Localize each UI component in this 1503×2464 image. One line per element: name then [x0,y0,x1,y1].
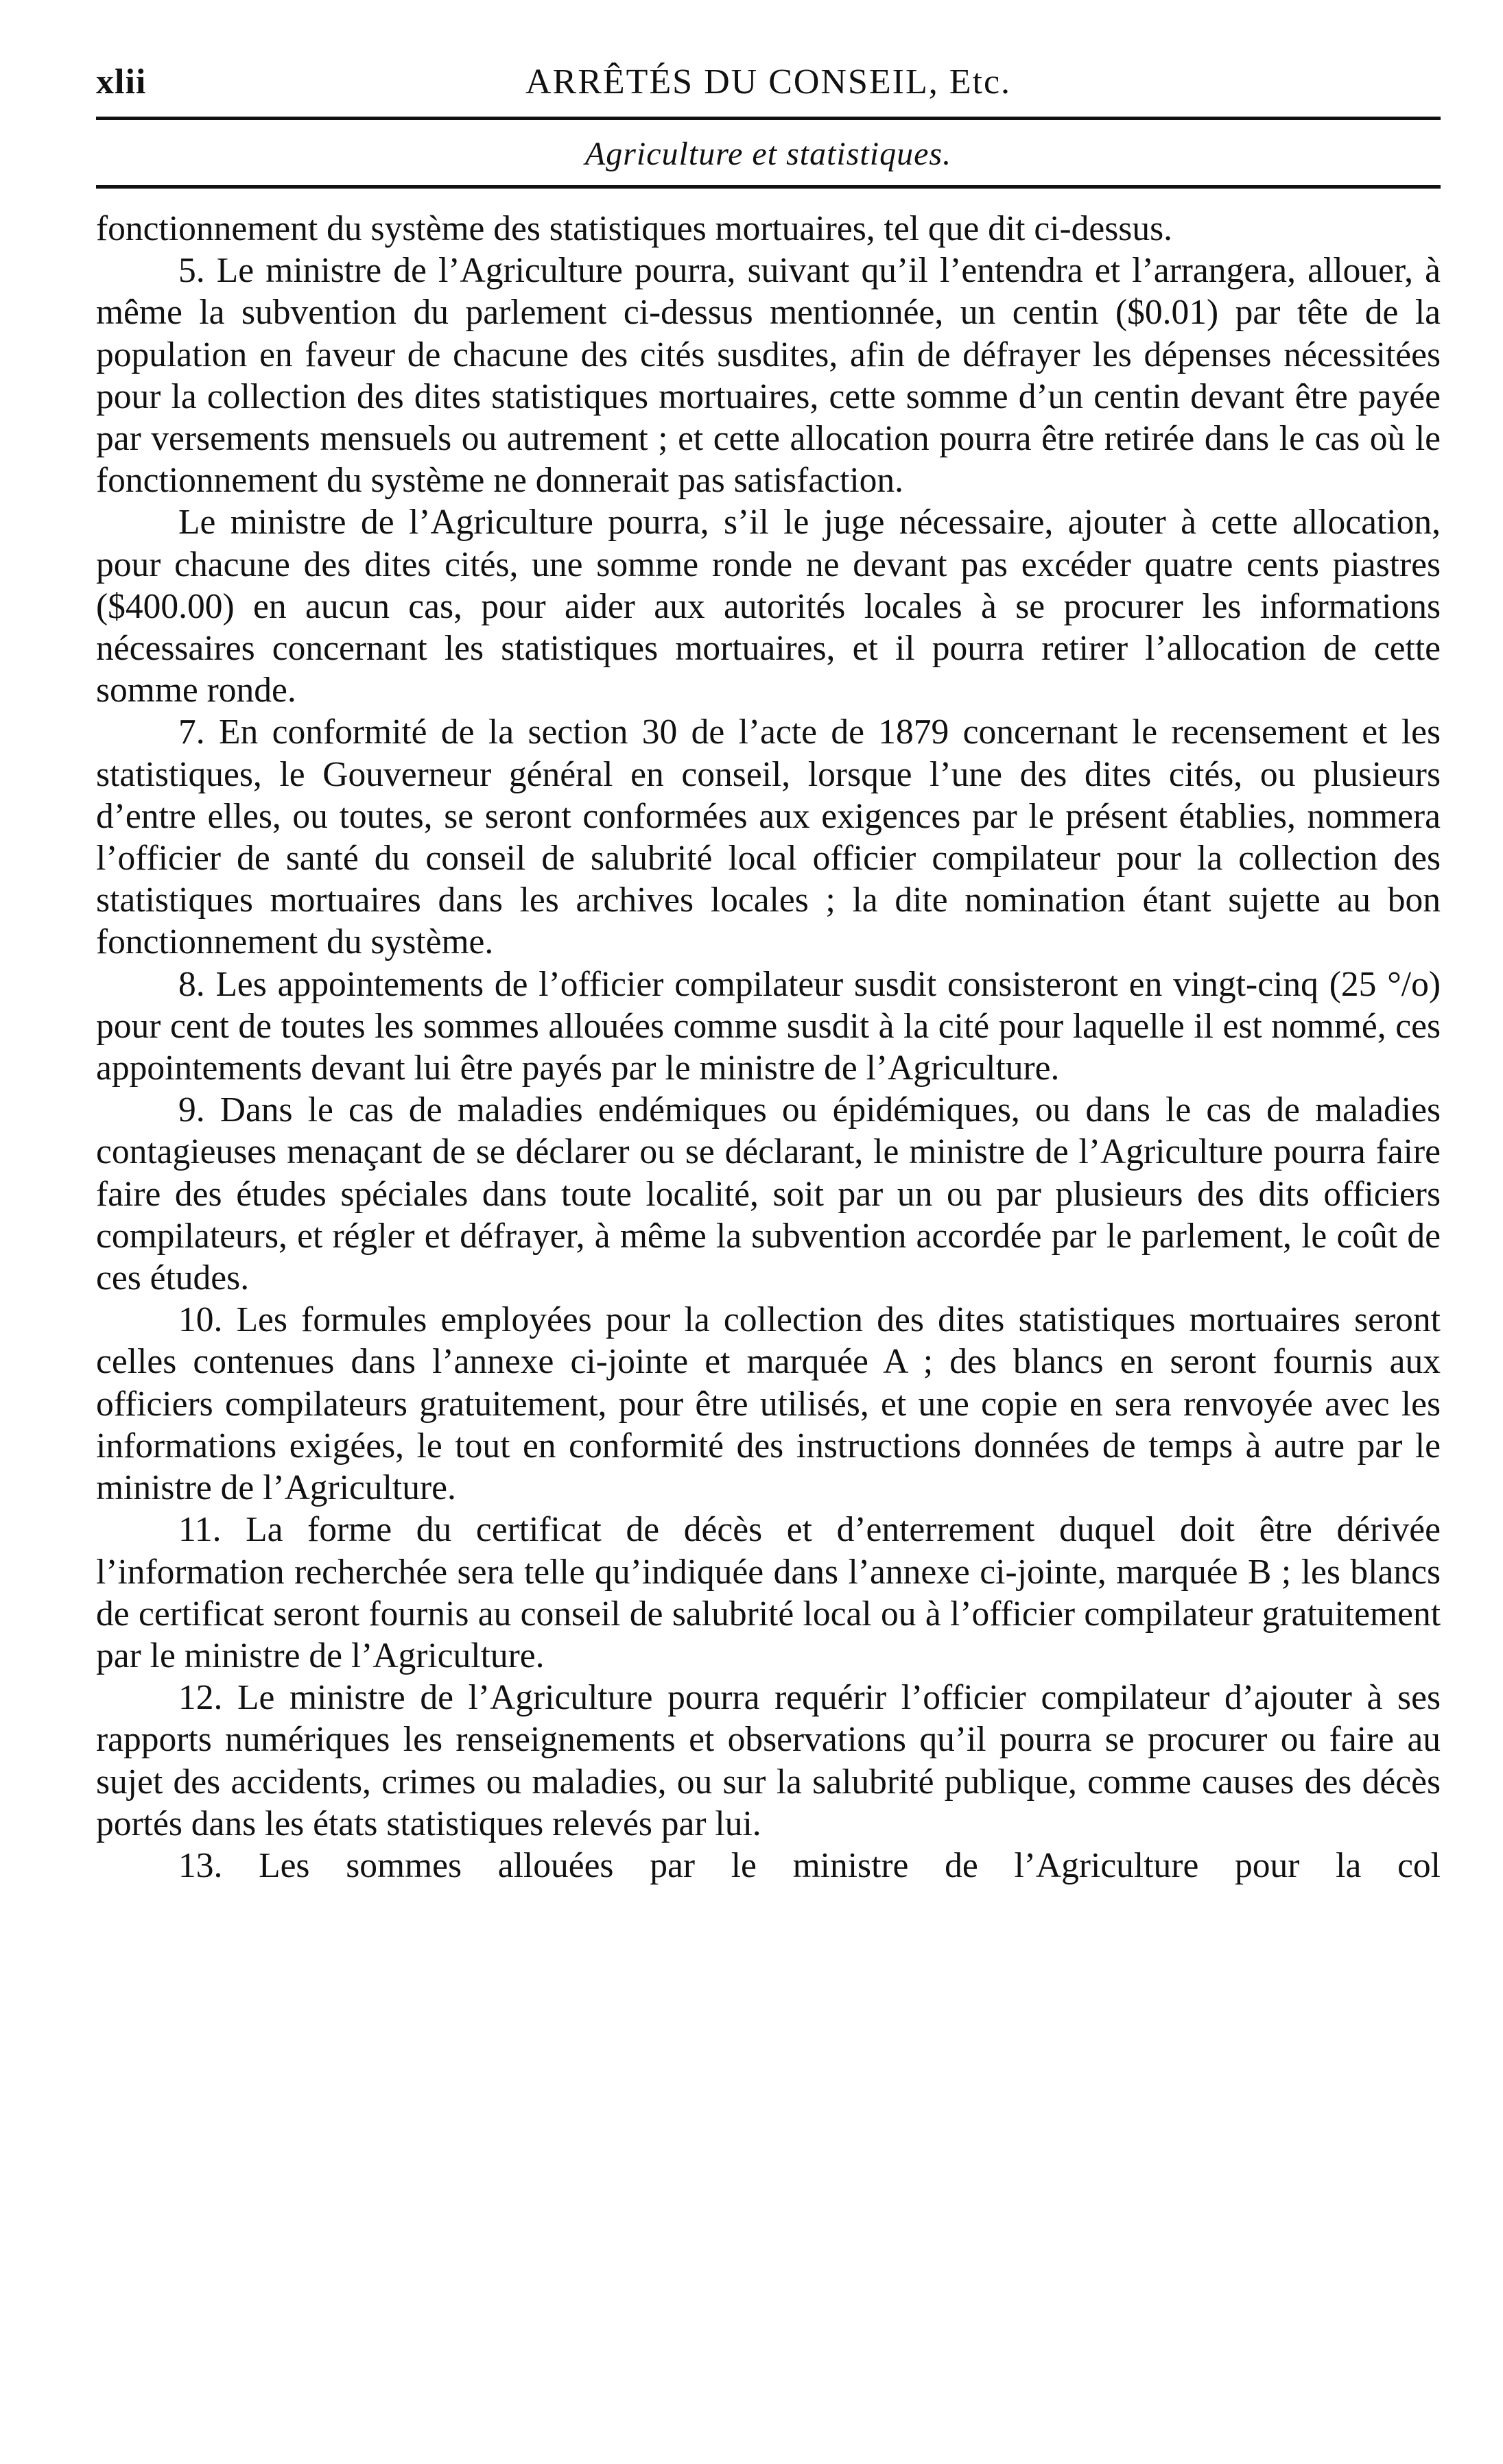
page-number: xlii [96,62,147,101]
paragraph-article-11: 11. La forme du certificat de décès et d’enterrement duquel doit être dérivée l’information recherchée sera telle qu’indiquée dans l’annexe ci-jointe, marquée B ; les blancs de certificat seront fournis au conseil de salubrité local ou à l’officier compilateur gratuitement par le ministre de l’Agriculture. [96,1510,1441,1675]
running-head [96,41,1441,117]
paragraph-article-6: Le ministre de l’Agriculture pourra, s’il le juge nécessaire, ajouter à cette allocation, pour chacune des dites cités, une somme ronde ne devant pas excéder quatre cents piastres ($400.00) en aucun cas, pour aider aux autorités locales à se procurer les informations nécessaires concernant les statistiques mortuaires, et il pourra retirer l’allocation de cette somme ronde. [96,503,1441,710]
document-page [96,41,1441,1887]
section-title: Agriculture et statistiques. [584,136,952,172]
paragraph-article-12: 12. Le ministre de l’Agriculture pourra requérir l’officier compilateur d’ajouter à ses rapports numériques les renseignements et observations qu’il pourra se procurer ou faire au sujet des accidents, crimes ou maladies, ou sur la salubrité publique, comme causes des décès portés dans les états statistiques relevés par lui. [96,1678,1441,1843]
header-rule-bottom [96,185,1441,189]
body-text [96,208,1441,1887]
page-title: ARRÊTÉS DU CONSEIL, Etc. [525,62,1012,101]
paragraph-article-13: 13. Les sommes allouées par le ministre de l’Agriculture pour la col [178,1845,1441,1885]
paragraph-article-8: 8. Les appointements de l’officier compilateur susdit consisteront en vingt-cinq (25 °/o) pour cent de toutes les sommes allouées comme susdit à la cité pour laquelle il est nommé, ces appointements devant lui être payés par le ministre de l’Agriculture. [96,964,1441,1088]
paragraph-continuation: fonctionnement du système des statistiques mortuaires, tel que dit ci-dessus. [96,209,1173,248]
paragraph-article-9: 9. Dans le cas de maladies endémiques ou épidémiques, ou dans le cas de maladies contagieuses menaçant de se déclarer ou se déclarant, le ministre de l’Agriculture pourra faire faire des études spéciales dans toute localité, soit par un ou par plusieurs des dits officiers compilateurs, et régler et défrayer, à même la subvention accordée par le parlement, le coût de ces études. [96,1090,1441,1298]
paragraph-article-5: 5. Le ministre de l’Agriculture pourra, suivant qu’il l’entendra et l’arrangera, allouer, à même la subvention du parlement ci-dessus mentionnée, un centin ($0.01) par tête de la population en faveur de chacune des cités susdites, afin de défrayer les dépenses nécessitées pour la collection des dites statistiques mortuaires, cette somme d’un centin devant être payée par versements mensuels ou autrement ; et cette allocation pourra être retirée dans le cas où le fonctionnement du système ne donnerait pas satisfaction. [96,251,1441,501]
paragraph-article-10: 10. Les formules employées pour la collection des dites statistiques mortuaires seront celles contenues dans l’annexe ci-jointe et marquée A ; des blancs en seront fournis aux officiers compilateurs gratuitement, pour être utilisés, et une copie en sera renvoyée avec les informations exigées, le tout en conformité des instructions données de temps à autre par le ministre de l’Agriculture. [96,1300,1441,1508]
paragraph-article-7: 7. En conformité de la section 30 de l’acte de 1879 concernant le recensement et les statistiques, le Gouverneur général en conseil, lorsque l’une des dites cités, ou plusieurs d’entre elles, ou toutes, se seront conformées aux exigences par le présent établies, nommera l’officier de santé du conseil de salubrité local officier compilateur pour la collection des statistiques mortuaires dans les archives locales ; la dite nomination étant sujette au bon fonctionnement du système. [96,713,1441,962]
